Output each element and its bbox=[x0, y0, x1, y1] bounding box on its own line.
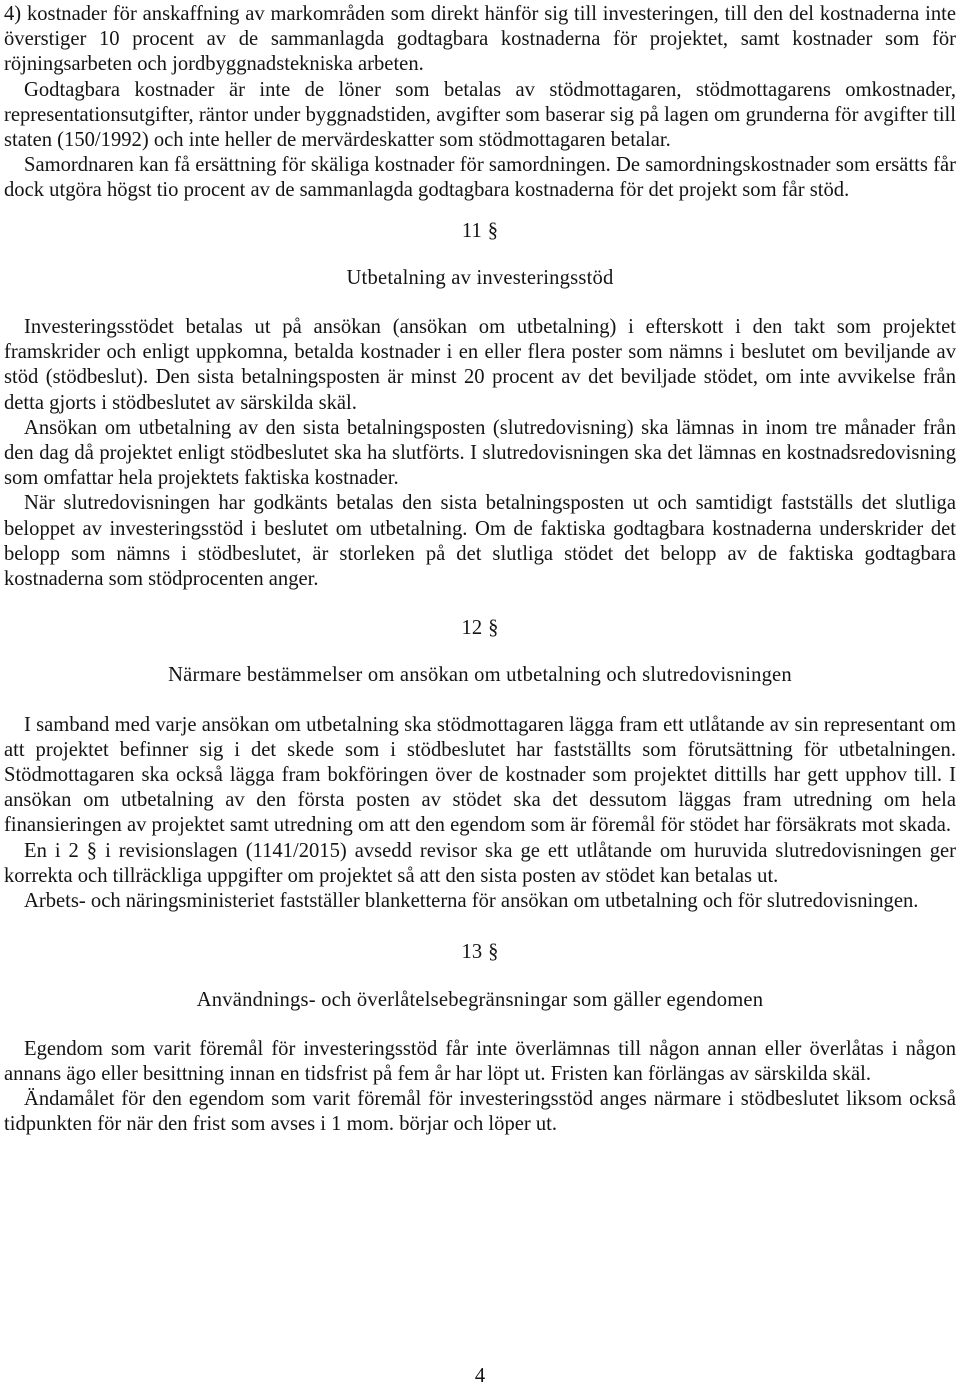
section-11-paragraph-3: När slutredovisningen har godkänts betalas den sista betalningsposten ut och samtidigt fastställs det slutliga beloppet av investeringsstöd i beslutet om utbetalning. Om de faktiska godtagbara kostnaderna underskrider det belopp som nämns i stödbeslutet, är storleken på det slutliga stödet det belopp av de faktiska godtagbara kostnaderna som stödprocenten anger. bbox=[4, 492, 956, 591]
section-heading-13 bbox=[4, 940, 956, 965]
section-13-paragraph-1: Egendom som varit föremål för investeringsstöd får inte överlämnas till någon annan eller överlåtas i någon annans ägo eller besittning innan en tidsfrist på fem år har löpt ut. Fristen kan förlängas av särskilda skäl. bbox=[4, 1037, 956, 1085]
page-number: 4 bbox=[474, 1365, 486, 1387]
section-number: 11 bbox=[461, 219, 482, 242]
section-12-paragraph-2: En i 2 § i revisionslagen (1141/2015) avsedd revisor ska ge ett utlåtande om huruvida slutredovisningen ger korrekta och tillräckliga uppgifter om projektet så att den sista posten av stödet kan betalas ut. bbox=[4, 839, 956, 887]
section-13-paragraph-2: Ändamålet för den egendom som varit föremål för investeringsstöd anges närmare i stödbeslutet liksom också tidpunkten för när den frist som avses i 1 mom. börjar och löper ut. bbox=[4, 1088, 956, 1136]
list-item-4: 4) kostnader för anskaffning av markområden som direkt hänför sig till investeringen, till den del kostnaderna inte överstiger 10 procent av de sammanlagda godtagbara kostnaderna för projektet, samt kostnader som för röjningsarbeten och jordbyggnadstekniska arbeten. bbox=[4, 3, 956, 76]
section-title-13: Användnings- och överlåtelsebegränsningar som gäller egendomen bbox=[196, 988, 764, 1011]
section-mark: § bbox=[487, 219, 499, 242]
section-number: 12 bbox=[461, 617, 483, 640]
section-11-paragraph-2: Ansökan om utbetalning av den sista betalningsposten (slutredovisning) ska lämnas in inom tre månader från den dag då projektet enligt stödbeslutet ska ha slutförts. I slutredovisningen ska det lämnas en kostnadsredovisning som omfattar hela projektets faktiska kostnader. bbox=[4, 416, 956, 490]
section-12-paragraph-3: Arbets- och näringsministeriet fastställer blanketterna för ansökan om utbetalning och för slutredovisningen. bbox=[24, 890, 919, 913]
paragraph-eligible-costs: Godtagbara kostnader är inte de löner som betalas av stödmottagaren, stödmottagarens omkostnader, representationsutgifter, räntor under byggnadstiden, avgifter som baserar sig på lagen om grunderna för avgifter till staten (150/1992) och inte heller de mervärdeskatter som stödmottagaren betalar. bbox=[4, 78, 956, 152]
section-heading-11 bbox=[4, 219, 956, 244]
section-heading-12 bbox=[4, 616, 956, 641]
section-mark: § bbox=[488, 941, 499, 964]
section-12-paragraph-1: I samband med varje ansökan om utbetalning ska stödmottagaren lägga fram ett utlåtande av sin representant om att projektet befinner sig i det skede som i stödbeslutet har fastställts som förutsättning för utbetalningen. Stödmottagaren ska också lägga fram bokföringen över de kostnader som projektet dittills har gett upphov till. I ansökan om utbetalning av den första posten av stödet ska det dessutom läggas fram utredning om hela finansieringen av projektet samt utredning om att den egendom som är föremål för stödet har försäkrats mot skada. bbox=[4, 713, 956, 837]
section-mark: § bbox=[488, 617, 499, 640]
section-number: 13 bbox=[461, 941, 483, 964]
section-11-paragraph-1: Investeringsstödet betalas ut på ansökan (ansökan om utbetalning) i efterskott i den takt som projektet framskrider och enligt uppkomna, betalda kostnader i en eller flera poster som nämns i beslutet om beviljande av stöd (stödbeslut). Den sista betalningsposten är minst 20 procent av det beviljade stödet, om inte avvikelse från detta gjorts i stödbeslutet av särskilda skäl. bbox=[4, 316, 956, 414]
paragraph-coordinator: Samordnaren kan få ersättning för skäliga kostnader för samordningen. De samordningskostnader som ersätts får dock utgöra högst tio procent av de sammanlagda godtagbara kostnaderna för det projekt som får stöd. bbox=[4, 154, 956, 202]
section-title-11: Utbetalning av investeringsstöd bbox=[346, 266, 614, 289]
section-title-12: Närmare bestämmelser om ansökan om utbetalning och slutredovisningen bbox=[168, 664, 792, 687]
